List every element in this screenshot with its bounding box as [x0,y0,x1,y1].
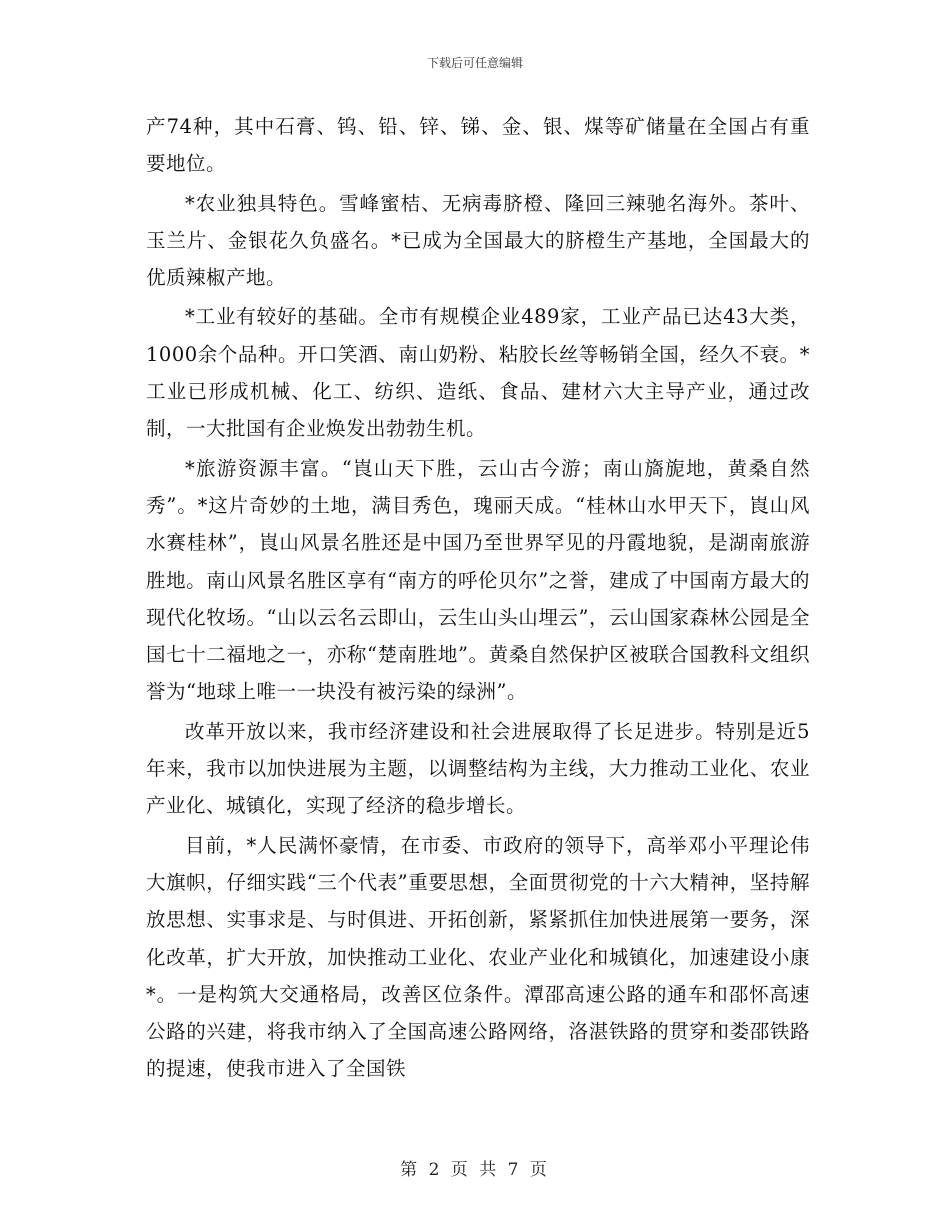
document-body [146,108,810,1090]
page-header: 下载后可任意编辑 [426,56,523,70]
paragraph-industry: *工业有较好的基础。全市有规模企业489家，工业产品已达43大类，1000余个品种。开口笑酒、南山奶粉、粘胶长丝等畅销全国，经久不衰。*工业已形成机械、化工、纺织、造纸、食品、建材六大主导产业，通过改制，一大批国有企业焕发出勃勃生机。 [146,305,810,441]
paragraph-continuation: 产74种，其中石膏、钨、铅、锌、锑、金、银、煤等矿储量在全国占有重要地位。 [146,115,810,176]
paragraph-agriculture: *农业独具特色。雪峰蜜桔、无病毒脐橙、隆回三辣驰名海外。茶叶、玉兰片、金银花久负盛名。*已成为全国最大的脐橙生产基地，全国最大的优质辣椒产地。 [146,191,810,290]
paragraph-reform: 改革开放以来，我市经济建设和社会进展取得了长足进步。特别是近5年来，我市以加快进展为主题，以调整结构为主线，大力推动工业化、农业产业化、城镇化，实现了经济的稳步增长。 [146,719,810,818]
paragraph-tourism: *旅游资源丰富。“崀山天下胜，云山古今游；南山旖旎地，黄桑自然秀”。*这片奇妙的土地，满目秀色，瑰丽天成。“桂林山水甲天下，崀山风水赛桂林”，崀山风景名胜还是中国乃至世界罕见的丹霞地貌，是湖南旅游胜地。南山风景名胜区享有“南方的呼伦贝尔”之誉，建成了中国南方最大的现代化牧场。“山以云名云即山，云生山头山埋云”，云山国家森林公园是全国七十二福地之一，亦称“楚南胜地”。黄桑自然保护区被联合国教科文组织誉为“地球上唯一一块没有被污染的绿洲”。 [146,456,810,704]
paragraph-current: 目前，*人民满怀豪情，在市委、市政府的领导下，高举邓小平理论伟大旗帜，仔细实践“三个代表”重要思想，全面贯彻党的十六大精神，坚持解放思想、实事求是、与时俱进、开拓创新，紧紧抓住加快进展第一要务，深化改革，扩大开放，加快推动工业化、农业产业化和城镇化，加速建设小康*。一是构筑大交通格局，改善区位条件。潭邵高速公路的通车和邵怀高速公路的兴建，将我市纳入了全国高速公路网络，洛湛铁路的贯穿和娄邵铁路的提速，使我市进入了全国铁 [146,833,810,1081]
page-footer: 第 2 页 共 7 页 [400,1160,550,1180]
